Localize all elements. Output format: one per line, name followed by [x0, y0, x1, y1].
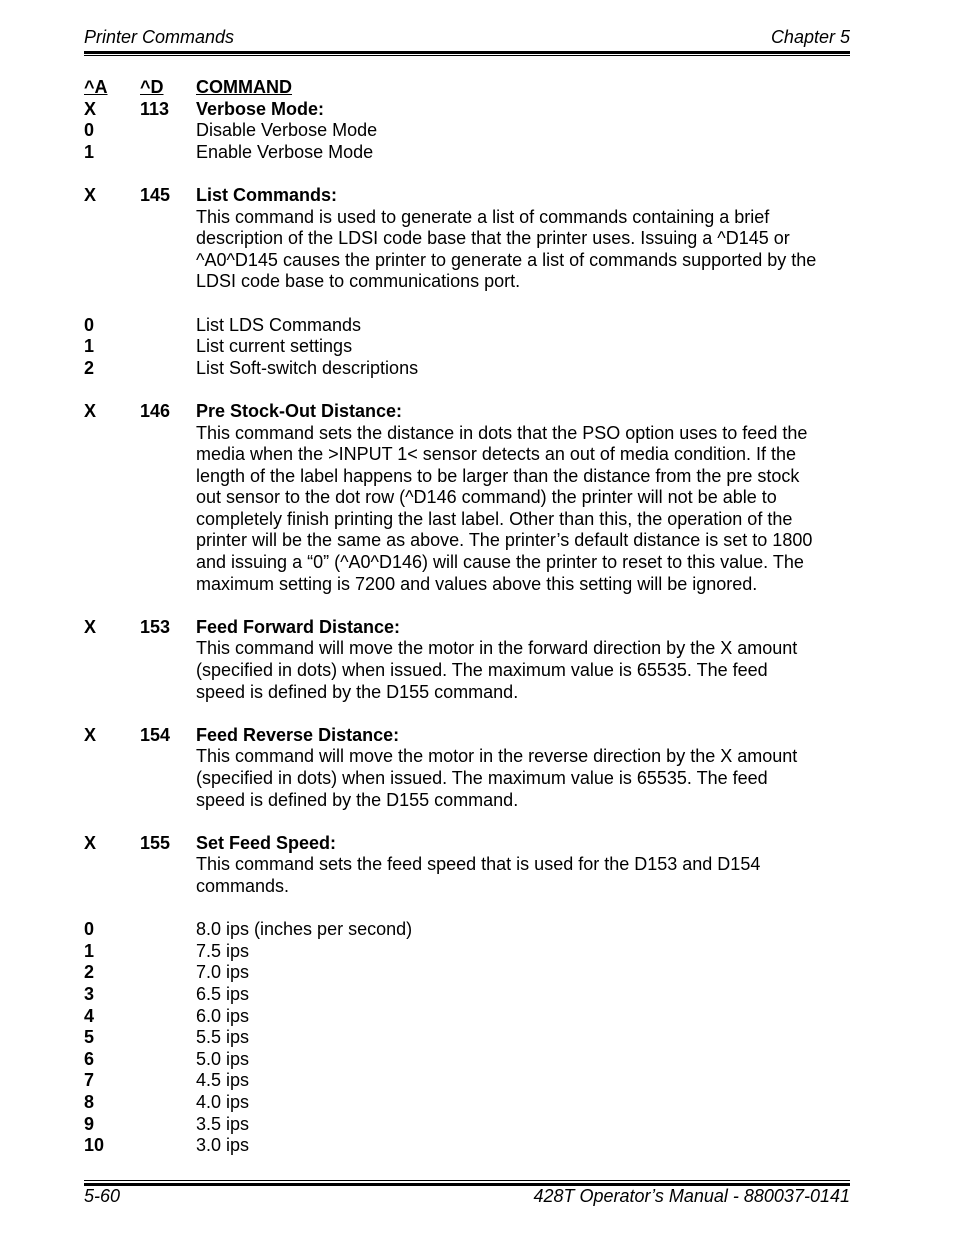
- command-code: 153: [140, 616, 171, 637]
- option-value: 6: [84, 1048, 95, 1069]
- option-row: [84, 1070, 850, 1092]
- command-table: [84, 77, 850, 1157]
- option-text: List Soft-switch descriptions: [196, 357, 419, 378]
- option-value: 3: [84, 983, 95, 1004]
- option-value: 2: [84, 962, 95, 983]
- option-text: Enable Verbose Mode: [196, 141, 374, 162]
- option-value: 9: [84, 1113, 95, 1134]
- command-a-value: X: [84, 400, 97, 421]
- command-code: 154: [140, 724, 171, 745]
- option-text: 4.5 ips: [196, 1070, 250, 1091]
- description-line: This command sets the feed speed that is used for the D153 and D154: [196, 854, 761, 875]
- command-code: 145: [140, 184, 171, 205]
- option-row: [84, 1092, 850, 1114]
- option-text: 4.0 ips: [196, 1091, 250, 1112]
- description-line: This command will move the motor in the forward direction by the X amount: [196, 638, 798, 659]
- command-a-value: X: [84, 724, 97, 745]
- option-row: [84, 941, 850, 963]
- option-text: 7.5 ips: [196, 940, 250, 961]
- option-text: 5.0 ips: [196, 1048, 250, 1069]
- option-text: 5.5 ips: [196, 1027, 250, 1048]
- description-line: media when the >INPUT 1< sensor detects an out of media condition. If the: [196, 444, 797, 465]
- option-row: [84, 1027, 850, 1049]
- option-value: 10: [84, 1135, 105, 1156]
- command-a-value: X: [84, 98, 97, 119]
- description-line: description of the LDSI code base that the printer uses. Issuing a ^D145 or: [196, 228, 790, 249]
- option-row: [84, 120, 850, 142]
- header-rule: [84, 51, 850, 54]
- command-title: List Commands:: [196, 184, 338, 205]
- description-line: printer will be the same as above. The printer’s default distance is set to 1800: [196, 530, 813, 551]
- header-rule-thin: [84, 55, 850, 56]
- option-row: [84, 962, 850, 984]
- option-value: 1: [84, 141, 95, 162]
- command-row-154: [84, 725, 850, 747]
- footer-rule-thin: [84, 1180, 850, 1181]
- description-line: maximum setting is 7200 and values above this setting will be ignored.: [196, 573, 758, 594]
- option-row: [84, 1049, 850, 1071]
- command-a-value: X: [84, 832, 97, 853]
- chapter-label: Chapter 5: [770, 27, 850, 47]
- option-row: [84, 1006, 850, 1028]
- command-a-value: X: [84, 616, 97, 637]
- command-code: 146: [140, 400, 171, 421]
- command-a-value: X: [84, 184, 97, 205]
- option-text: List current settings: [196, 336, 353, 357]
- option-row: [84, 358, 850, 380]
- command-title: Pre Stock-Out Distance:: [196, 400, 403, 421]
- option-row: [84, 919, 850, 941]
- description-line: commands.: [196, 875, 290, 896]
- option-row: [84, 1135, 850, 1157]
- option-value: 1: [84, 940, 95, 961]
- column-d-header: ^D: [140, 77, 164, 97]
- description-line: LDSI code base to communications port.: [196, 271, 521, 292]
- section-title: Printer Commands: [84, 27, 235, 47]
- option-text: 3.5 ips: [196, 1113, 250, 1134]
- option-row: [84, 984, 850, 1006]
- description-line: out sensor to the dot row (^D146 command) the printer will not be able to: [196, 487, 777, 508]
- option-text: 7.0 ips: [196, 962, 250, 983]
- option-value: 2: [84, 357, 95, 378]
- description-line: ^A0^D145 causes the printer to generate a list of commands supported by the: [196, 249, 817, 270]
- description-line: This command will move the motor in the reverse direction by the X amount: [196, 746, 798, 767]
- description-line: completely finish printing the last label. Other than this, the operation of the: [196, 508, 793, 529]
- option-text: 3.0 ips: [196, 1135, 250, 1156]
- option-value: 0: [84, 919, 95, 940]
- description-line: This command is used to generate a list of commands containing a brief: [196, 206, 770, 227]
- command-row-146: [84, 401, 850, 423]
- option-text: 6.5 ips: [196, 983, 250, 1004]
- option-value: 4: [84, 1005, 95, 1026]
- option-value: 0: [84, 120, 95, 141]
- option-value: 8: [84, 1091, 95, 1112]
- option-value: 5: [84, 1027, 95, 1048]
- command-code: 113: [140, 98, 170, 119]
- option-row: [84, 1114, 850, 1136]
- column-command-header: COMMAND: [196, 77, 292, 97]
- option-text: 8.0 ips (inches per second): [196, 919, 413, 940]
- command-title: Feed Forward Distance:: [196, 616, 401, 637]
- command-title: Feed Reverse Distance:: [196, 724, 400, 745]
- description-line: This command sets the distance in dots that the PSO option uses to feed the: [196, 422, 808, 443]
- command-row-155: [84, 833, 850, 855]
- option-value: 7: [84, 1070, 95, 1091]
- command-row-113: [84, 99, 850, 121]
- page-footer: [84, 1186, 850, 1212]
- command-row-145: [84, 185, 850, 207]
- column-a-header: ^A: [84, 77, 108, 97]
- command-row-153: [84, 617, 850, 639]
- command-title: Verbose Mode:: [196, 98, 325, 119]
- column-header-row: [84, 77, 850, 99]
- description-line: length of the label happens to be larger than the distance from the pre stock: [196, 465, 800, 486]
- description-line: (specified in dots) when issued. The maximum value is 65535. The feed: [196, 660, 768, 681]
- description-line: (specified in dots) when issued. The maximum value is 65535. The feed: [196, 768, 768, 788]
- option-row: [84, 336, 850, 358]
- option-row: [84, 142, 850, 164]
- option-text: List LDS Commands: [196, 314, 362, 335]
- option-value: 0: [84, 314, 95, 335]
- option-value: 1: [84, 336, 95, 357]
- manual-title: 428T Operator’s Manual - 880037-0141: [533, 1186, 850, 1206]
- command-code: 155: [140, 832, 171, 853]
- option-row: [84, 315, 850, 337]
- description-line: and issuing a “0” (^A0^D146) will cause the printer to reset to this value. The: [196, 552, 804, 573]
- page-number: 5-60: [84, 1186, 121, 1206]
- description-line: speed is defined by the D155 command.: [196, 681, 519, 702]
- command-title: Set Feed Speed:: [196, 832, 337, 853]
- option-text: 6.0 ips: [196, 1005, 250, 1026]
- option-text: Disable Verbose Mode: [196, 120, 378, 141]
- description-line: speed is defined by the D155 command.: [196, 789, 519, 810]
